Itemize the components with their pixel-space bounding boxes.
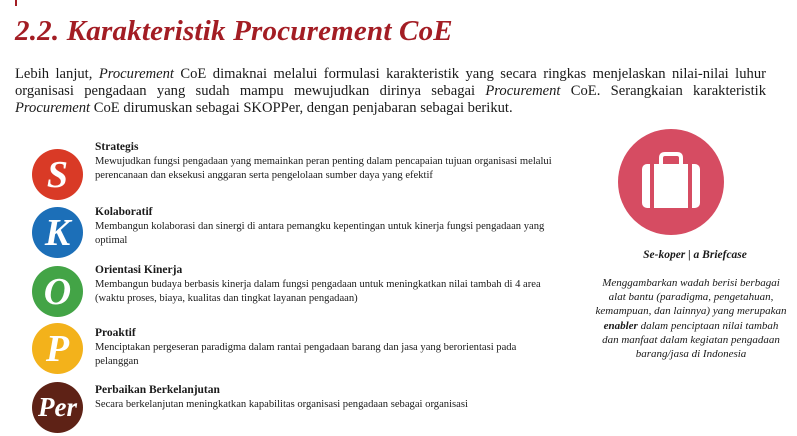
item-title: Orientasi Kinerja (95, 264, 183, 276)
letter-circle-o: O (32, 266, 83, 317)
item-description: Secara berkelanjutan meningkatkan kapabilitas organisasi pengadaan sebagai organisasi (95, 399, 468, 410)
intro-text: CoE dirumuskan sebagai SKOPPer, dengan penjabaran sebagai berikut. (90, 100, 513, 116)
intro-paragraph (15, 66, 766, 117)
letter-circle-per: Per (32, 382, 83, 433)
item-description: Mewujudkan fungsi pengadaan yang memainkan peran penting dalam pencapaian tujuan organisasi melalui perencanaan dan eksekusi anggaran serta pengelolaan sumber daya yang efektif (95, 156, 552, 181)
side-text: Menggambarkan wadah berisi berbagai alat bantu (paradigma, pengetahuan, kemampuan, dan lainnya) yang merupakan (595, 277, 787, 318)
characteristic-proaktif (0, 322, 600, 378)
characteristic-strategis (0, 141, 600, 201)
briefcase-icon (636, 150, 706, 214)
item-description: Membangun kolaborasi dan sinergi di antara pemangku kepentingan untuk kinerja fungsi pengadaan yang optimal (95, 221, 545, 246)
briefcase-caption: Se-koper | a Briefcase (643, 249, 747, 261)
letter-circle-p: P (32, 323, 83, 374)
intro-emphasis: Procurement (98, 66, 174, 82)
characteristic-kolaboratif (0, 205, 600, 261)
intro-text: Lebih lanjut, (15, 66, 99, 82)
intro-text: CoE dimaknai melalui formulasi karakteristik yang secara ringkas menjelaskan nilai-nilai luhur organisasi pengadaan yang sudah mampu mewujudkan dirinya sebagai (15, 66, 766, 99)
item-description: Menciptakan pergeseran paradigma dalam rantai pengadaan barang dan jasa yang berorientasi pada pelanggan (95, 342, 517, 367)
letter-circle-k: K (32, 207, 83, 258)
intro-emphasis: Procurement (15, 100, 91, 116)
intro-emphasis: Procurement (485, 83, 561, 99)
item-title: Proaktif (95, 327, 136, 339)
item-title: Perbaikan Berkelanjutan (95, 384, 220, 396)
section-heading: 2.2. Karakteristik Procurement CoE (15, 15, 453, 47)
side-emphasis: enabler (603, 319, 638, 332)
letter-circle-s: S (32, 149, 83, 200)
side-text: dalam penciptaan nilai tambah dan manfaat dalam kegiatan pengadaan barang/jasa di Indonesia (602, 319, 780, 361)
item-description: Membangun budaya berbasis kinerja dalam fungsi pengadaan untuk meningkatkan nilai tambah di 4 area (waktu proses, biaya, kualitas dan tingkat layanan pengadaan) (95, 279, 541, 304)
intro-text: CoE. Serangkaian karakteristik (560, 83, 766, 99)
characteristic-perbaikan-berkelanjutan (0, 380, 600, 436)
item-title: Kolaboratif (95, 206, 153, 218)
item-title: Strategis (95, 141, 139, 153)
briefcase-badge (618, 129, 724, 235)
top-accent-mark (15, 0, 17, 6)
characteristic-orientasi-kinerja (0, 264, 600, 320)
briefcase-description (594, 276, 788, 361)
